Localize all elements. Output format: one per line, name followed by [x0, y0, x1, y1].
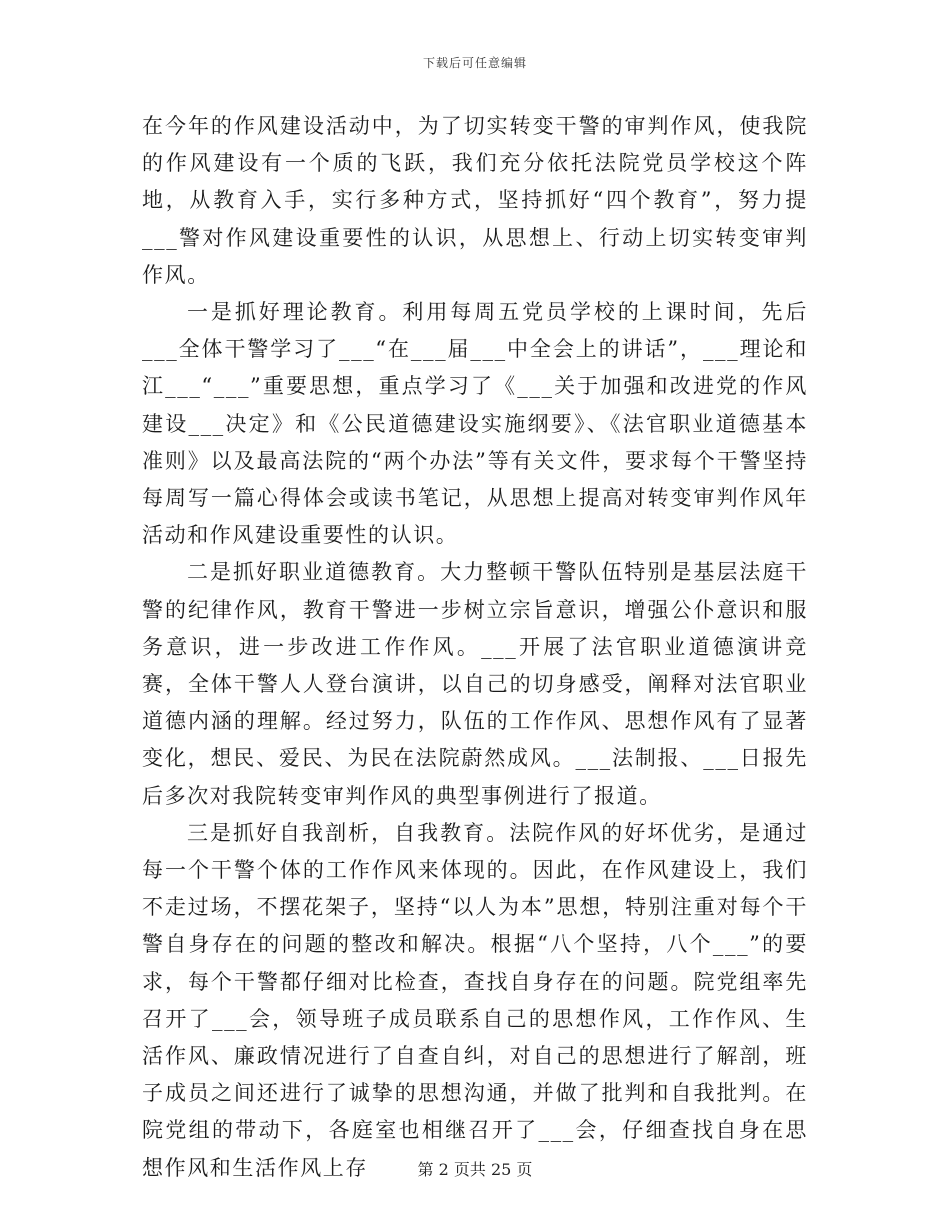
- header-note: 下载后可任意编辑: [422, 56, 527, 70]
- paragraph-ethics-education: 二是抓好职业道德教育。大力整顿干警队伍特别是基层法庭干警的纪律作风，教育干警进一步树立宗旨意识，增强公仆意识和服务意识，进一步改进工作作风。___开展了法官职业道德演讲竞赛，全体干警人人登台演讲，以自己的切身感受，阐释对法官职业道德内涵的理解。经过努力，队伍的工作作风、思想作风有了显著变化，想民、爱民、为民在法院蔚然成风。___法制报、___日报先后多次对我院转变审判作风的典型事例进行了报道。: [142, 560, 808, 808]
- paragraph-self-analysis: 三是抓好自我剖析，自我教育。法院作风的好坏优劣，是通过每一个干警个体的工作作风来体现的。因此，在作风建设上，我们不走过场，不摆花架子，坚持“以人为本”思想，特别注重对每个干警自身存在的问题的整改和解决。根据“八个坚持，八个___”的要求，每个干警都仔细对比检查，查找自身存在的问题。院党组率先召开了___会，领导班子成员联系自己的思想作风，工作作风、生活作风、廉政情况进行了自查自纠，对自己的思想进行了解剖，班子成员之间还进行了诚挚的思想沟通，并做了批判和自我批判。在院党组的带动下，各庭室也相继召开了___会，仔细查找自身在思想作风和生活作风上存: [142, 820, 808, 1180]
- paragraph-intro: 在今年的作风建设活动中，为了切实转变干警的审判作风，使我院的作风建设有一个质的飞跃，我们充分依托法院党员学校这个阵地，从教育入手，实行多种方式，坚持抓好“四个教育”，努力提___警对作风建设重要性的认识，从思想上、行动上切实转变审判作风。: [142, 114, 808, 287]
- page-number: 第 2 页共 25 页: [417, 1160, 533, 1179]
- document-body: [142, 108, 808, 1187]
- paragraph-theory-education: 一是抓好理论教育。利用每周五党员学校的上课时间，先后___全体干警学习了___“在___届___中全会上的讲话”，___理论和江___“___”重要思想，重点学习了《___关于加强和改进党的作风建设___决定》和《公民道德建设实施纲要》、《法官职业道德基本准则》以及最高法院的“两个办法”等有关文件，要求每个干警坚持每周写一篇心得体会或读书笔记，从思想上提高对转变审判作风年活动和作风建设重要性的认识。: [142, 300, 808, 548]
